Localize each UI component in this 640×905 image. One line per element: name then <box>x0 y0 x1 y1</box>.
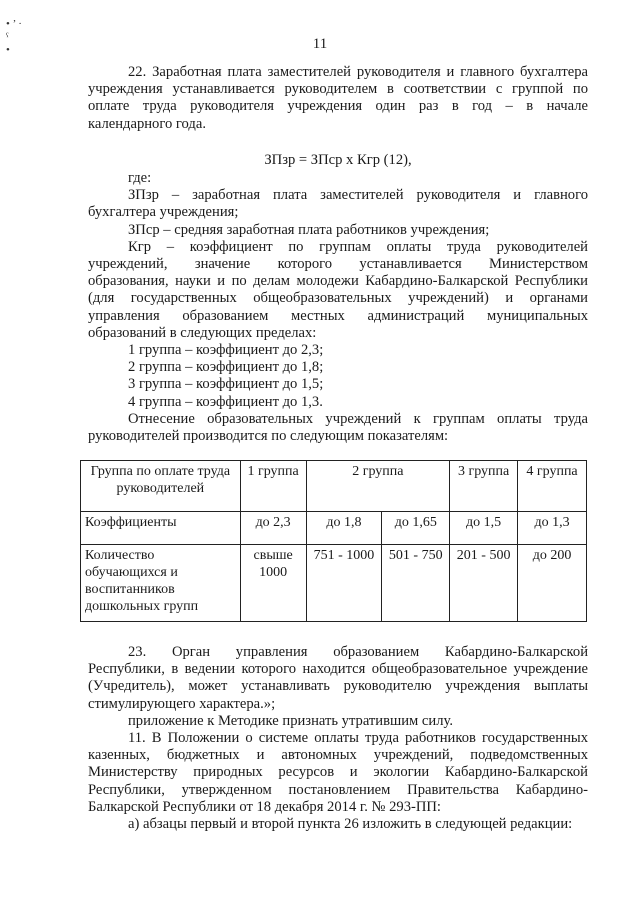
text-line: Балкарской Республики от 18 декабря 2014 г. № 293-ПП: <box>88 798 441 815</box>
table-cell: до 200 <box>518 545 587 622</box>
group-line: 4 группа – коэффициент до 1,3. <box>128 393 323 410</box>
table-cell: Количество обучающихся и воспитанников дошкольных групп <box>81 545 241 622</box>
table-cell: 501 - 750 <box>382 545 450 622</box>
table-header-cell: 3 группа <box>450 461 518 512</box>
group-line: 3 группа – коэффициент до 1,5; <box>128 376 324 393</box>
paragraph-22 <box>88 64 588 133</box>
text-line: образований в следующих пределах: <box>88 324 317 341</box>
text-line: Кгр – коэффициент по группам оплаты труда руководителей <box>128 238 588 255</box>
table-header-cell: 2 группа <box>306 461 450 512</box>
table-cell: до 2,3 <box>240 512 306 545</box>
table-header-row <box>81 461 587 512</box>
table-cell: 751 - 1000 <box>306 545 382 622</box>
text-line: Республики, в ведении которого находится общеобразовательное учреждение <box>88 661 588 678</box>
margin-mark: ˁ <box>6 31 9 43</box>
where-label: где: <box>128 170 152 186</box>
text-line: казенных, бюджетных и автономных учреждений, подведомственных <box>88 747 588 764</box>
table-cell: свыше 1000 <box>240 545 306 622</box>
text-line: оплате труда руководителя учреждения один раз в год – в начале <box>88 98 588 115</box>
table-cell: до 1,3 <box>518 512 587 545</box>
text-line: календарного года. <box>88 115 206 132</box>
table-row <box>81 545 587 622</box>
text-line: бухгалтера учреждения; <box>88 204 239 221</box>
table-cell: до 1,8 <box>306 512 382 545</box>
table-cell: до 1,65 <box>382 512 450 545</box>
text-line: образования, науки и по делам молодежи Кабардино-Балкарской Республики <box>88 273 588 290</box>
text-line: стимулирующего характера.»; <box>88 695 276 712</box>
table-header-cell: 1 группа <box>240 461 306 512</box>
text-line: а) абзацы первый и второй пункта 26 изложить в следующей редакции: <box>128 816 573 833</box>
text-line: 23. Орган управления образованием Кабардино-Балкарской <box>128 644 588 660</box>
text-line: управления образованием местных администраций муниципальных <box>88 307 588 324</box>
text-line: ЗПзр – заработная плата заместителей руководителя и главного <box>128 187 588 204</box>
text-line: учреждений, значение которого устанавливается Министерством <box>88 256 588 273</box>
text-line: ЗПср – средняя заработная плата работников учреждения; <box>128 221 490 238</box>
text-line: 11. В Положении о системе оплаты труда работников государственных <box>128 730 588 747</box>
text-line: Республики, утвержденном постановлением Правительства Кабардино- <box>88 781 588 798</box>
table-header-cell: Группа по оплате труда руководителей <box>81 461 241 512</box>
text-line: Отнесение образовательных учреждений к группам оплаты труда <box>128 410 588 427</box>
definitions <box>88 170 588 445</box>
text-line: приложение к Методике признать утратившим силу. <box>128 712 453 729</box>
group-table <box>80 460 587 622</box>
table-header-cell: 4 группа <box>518 461 587 512</box>
table-cell: 201 - 500 <box>450 545 518 622</box>
table-row <box>81 512 587 545</box>
page-number: 11 <box>312 36 328 52</box>
text-line: (Учредитель), может устанавливать руководителю учреждения выплаты <box>88 678 588 695</box>
text-line: учреждения устанавливается руководителем в соответствии с группой по <box>88 81 588 98</box>
margin-mark: • ’ · <box>6 18 22 30</box>
table-cell: до 1,5 <box>450 512 518 545</box>
formula: ЗПзр = ЗПср х Кгр (12), <box>264 152 412 168</box>
text-line: (для государственных общеобразовательных учреждений) и органами <box>88 290 588 307</box>
paragraph-23 <box>88 644 588 833</box>
group-line: 1 группа – коэффициент до 2,3; <box>128 342 324 359</box>
text-line: Министерству природных ресурсов и экологии Кабардино-Балкарской <box>88 764 588 781</box>
text-line: руководителей производится по следующим показателям: <box>88 428 449 445</box>
table-cell: Коэффициенты <box>81 512 241 545</box>
margin-mark: • <box>6 44 10 56</box>
text-line: 22. Заработная плата заместителей руководителя и главного бухгалтера <box>128 64 588 80</box>
group-line: 2 группа – коэффициент до 1,8; <box>128 359 324 376</box>
